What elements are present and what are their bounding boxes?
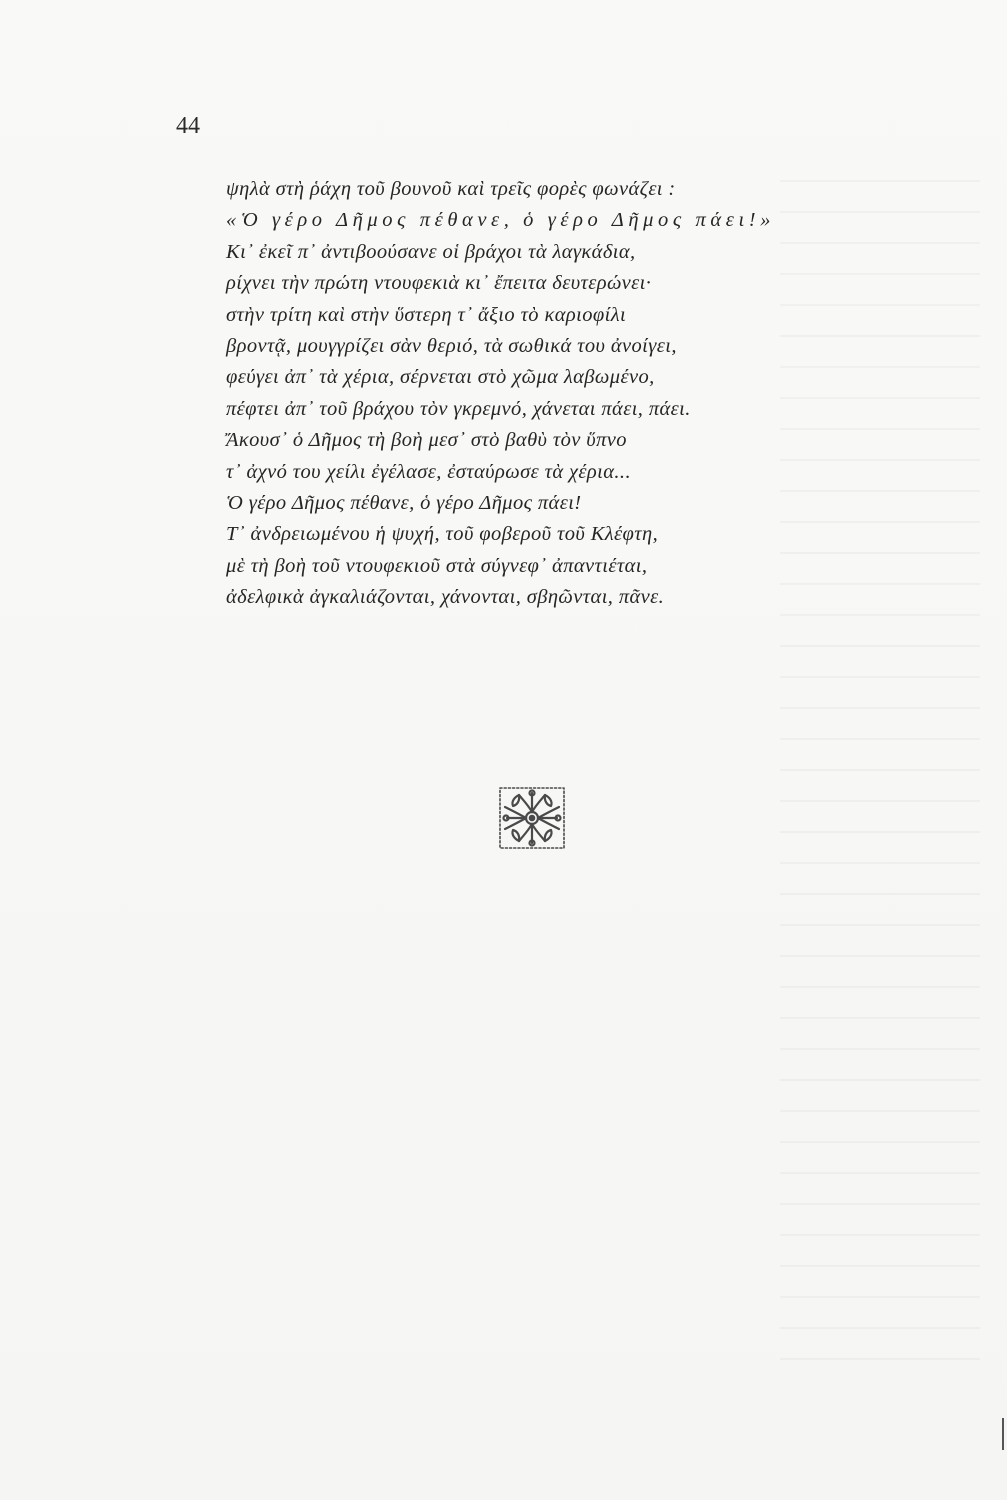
poem-line: Τ᾽ ἀνδρειωμένου ἡ ψυχή, τοῦ φοβεροῦ τοῦ Κλέφτη, [226, 523, 659, 546]
poem-line: Κι᾽ ἐκεῖ π᾽ ἀντιβοούσανε οἱ βράχοι τὰ λαγκάδια, [226, 240, 636, 263]
poem-line: ρίχνει τὴν πρώτη ντουφεκιὰ κι᾽ ἔπειτα δευτερώνει· [226, 272, 652, 295]
poem-line: πέφτει ἀπ᾽ τοῦ βράχου τὸν γκρεμνό, χάνεται πάει, πάει. [226, 397, 691, 420]
floral-ornament-icon [497, 785, 567, 851]
poem-line: στὴν τρίτη καὶ στὴν ὕστερη τ᾽ ἄξιο τὸ καριοφίλι [226, 303, 627, 326]
poem-line: ψηλὰ στὴ ῥάχη τοῦ βουνοῦ καὶ τρεῖς φορὲς φωνάζει : [226, 178, 676, 200]
poem-line: μὲ τὴ βοὴ τοῦ ντουφεκιοῦ στὰ σύγνεφ᾽ ἀπαντιέται, [226, 554, 648, 577]
poem-line: βροντᾷ, μουγγρίζει σὰν θεριό, τὰ σωθικά του ἀνοίγει, [226, 334, 677, 357]
page-number: 44 [176, 113, 200, 139]
poem-line: φεύγει ἀπ᾽ τὰ χέρια, σέρνεται στὸ χῶμα λαβωμένο, [226, 366, 655, 389]
poem-line: «Ὁ γέρο Δῆμος πέθανε, ὁ γέρο Δῆμος πάει!» [226, 209, 776, 232]
page-edge-mark [1002, 1418, 1004, 1450]
poem-line: τ᾽ ἀχνό του χείλι ἐγέλασε, ἐσταύρωσε τὰ χέρια... [226, 460, 631, 483]
poem-text [226, 174, 926, 613]
poem-line: Ὁ γέρο Δῆμος πέθανε, ὁ γέρο Δῆμος πάει! [226, 491, 582, 514]
poem-line: Ἄκουσ᾽ ὁ Δῆμος τὴ βοὴ μεσ᾽ στὸ βαθὺ τὸν ὕπνο [226, 429, 627, 452]
poem-line: ἀδελφικὰ ἀγκαλιάζονται, χάνονται, σβηῶνται, πᾶνε. [226, 586, 665, 609]
